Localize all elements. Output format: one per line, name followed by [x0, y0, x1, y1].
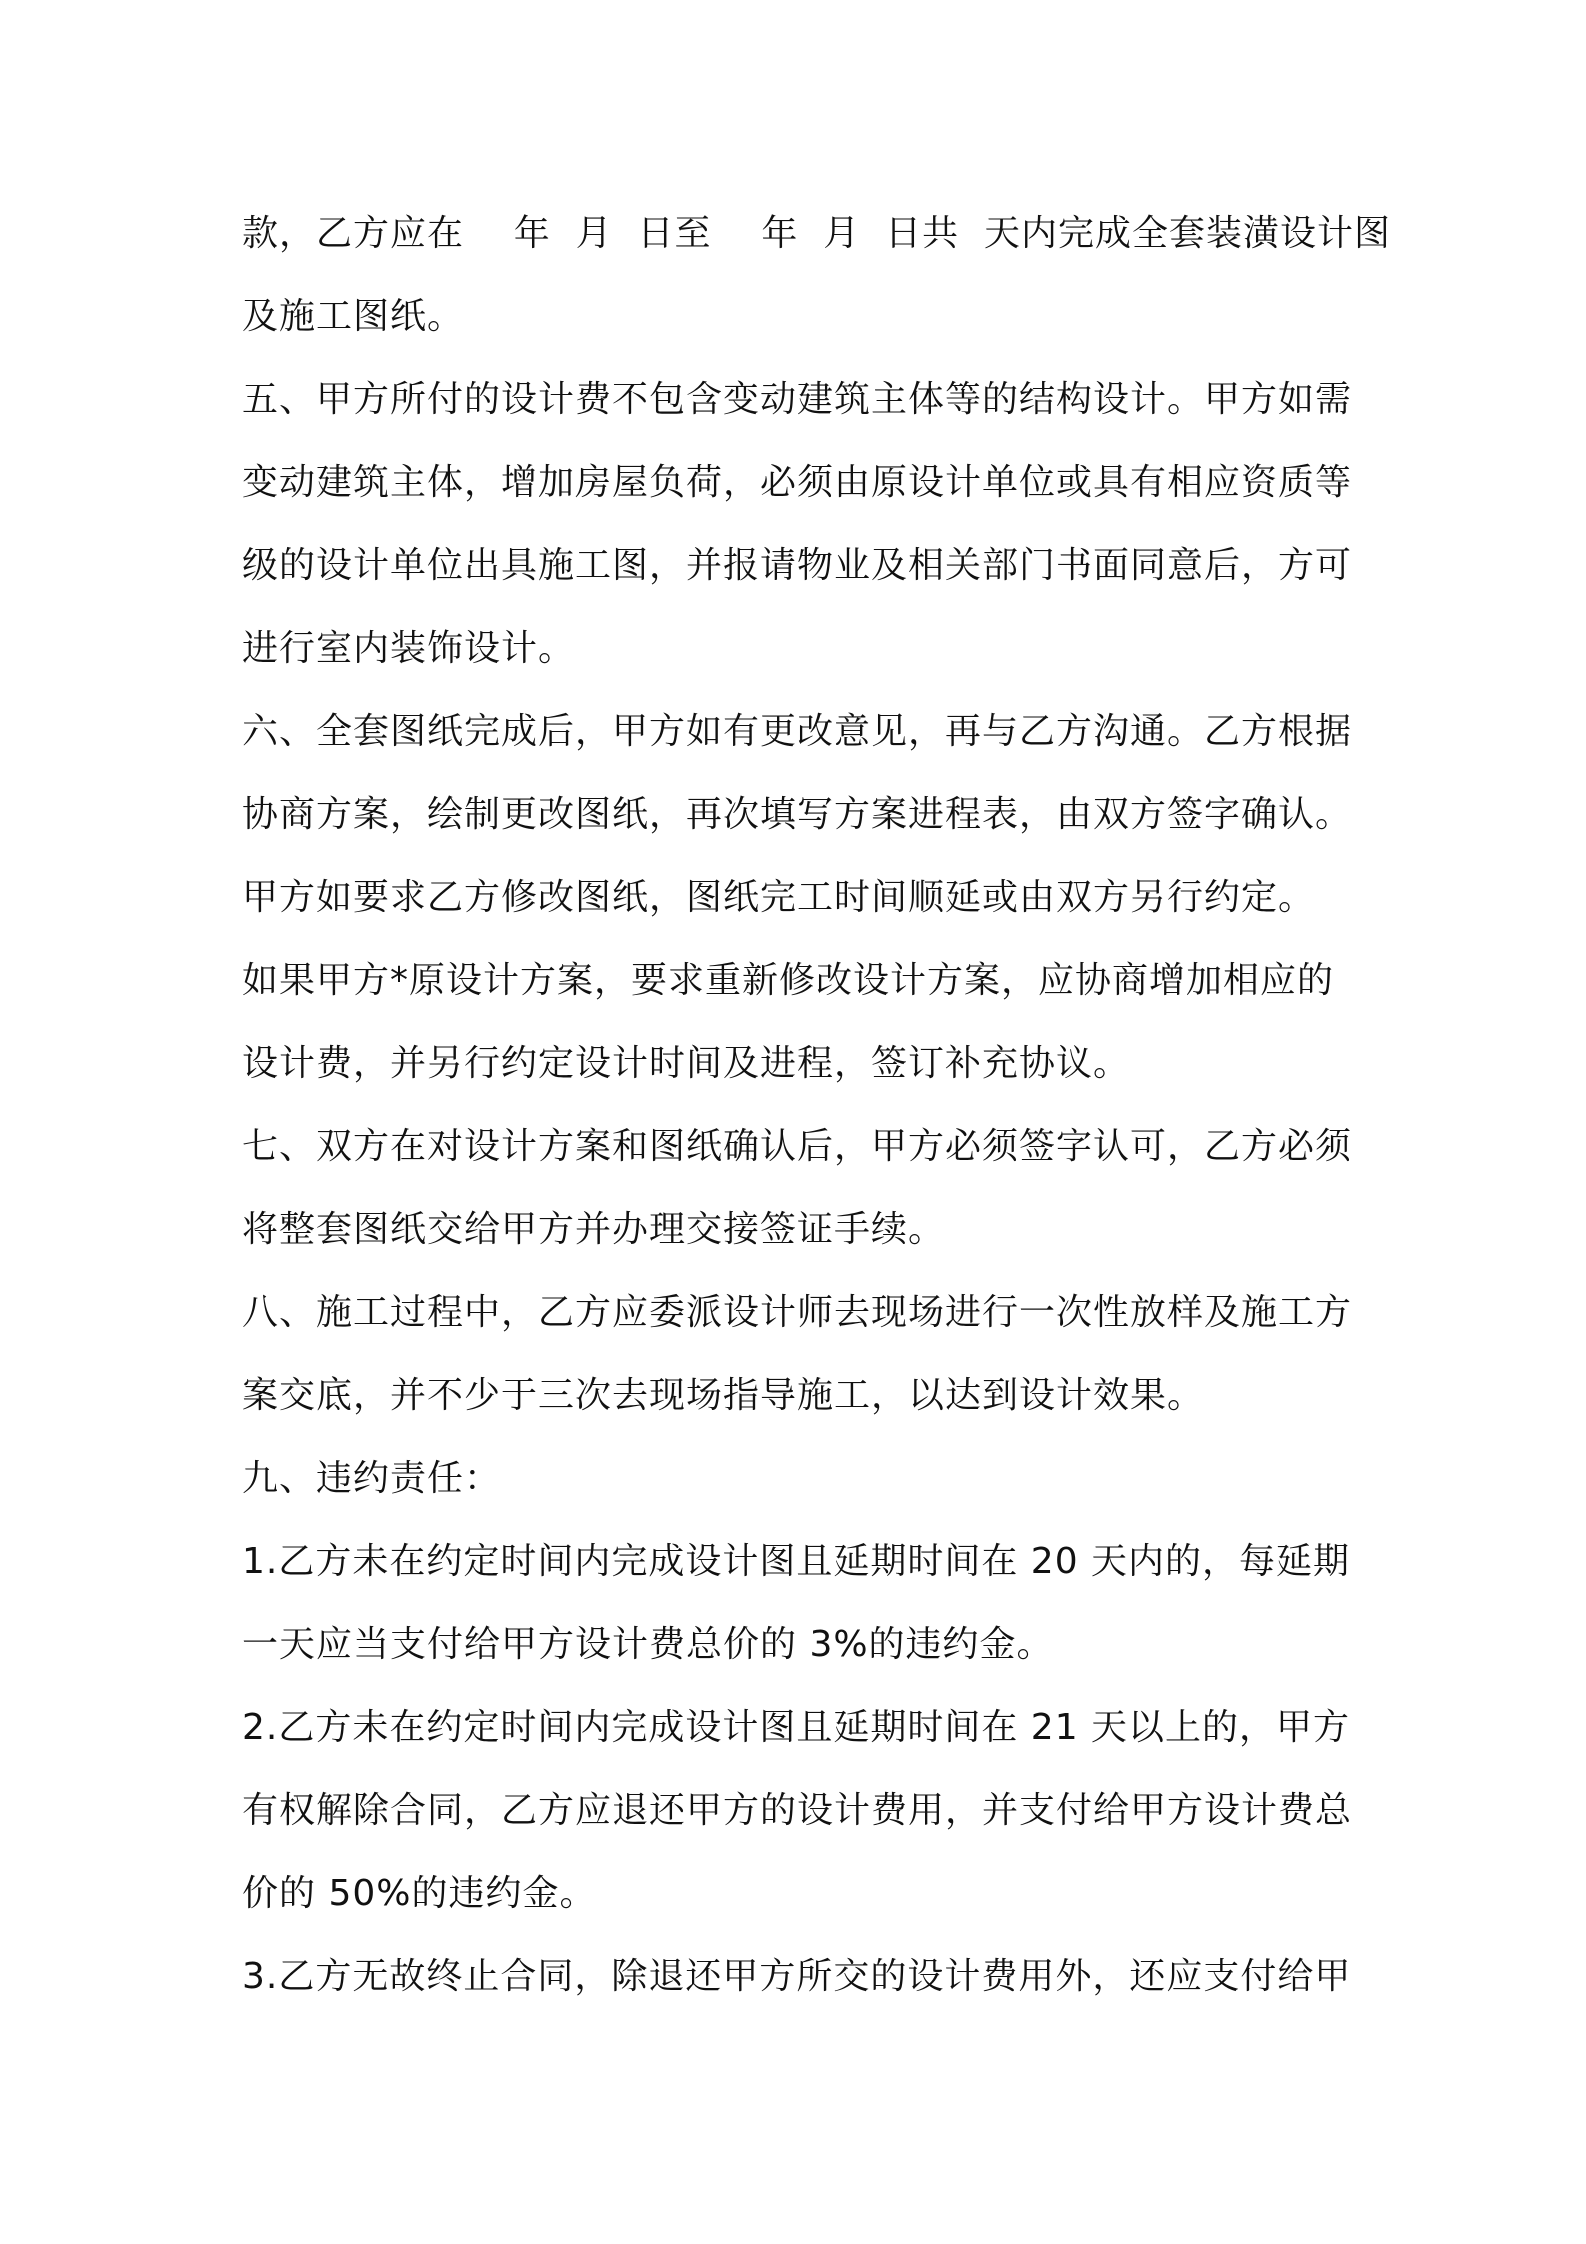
- text-line: 价的 50%的违约金。: [242, 1873, 597, 1914]
- text-line: 有权解除合同，乙方应退还甲方的设计费用，并支付给甲方设计费总: [242, 1790, 1353, 1831]
- text-line: 设计费，并另行约定设计时间及进程，签订补充协议。: [242, 1043, 1131, 1084]
- text-line: 进行室内装饰设计。: [242, 628, 576, 669]
- text-line: 六、全套图纸完成后，甲方如有更改意见，再与乙方沟通。乙方根据: [242, 711, 1353, 752]
- text-line: 将整套图纸交给甲方并办理交接签证手续。: [242, 1209, 946, 1250]
- document-body: [242, 192, 1391, 2018]
- text-line: 甲方如要求乙方修改图纸，图纸完工时间顺延或由双方另行约定。: [242, 877, 1316, 918]
- text-line: 九、违约责任：: [242, 1458, 502, 1499]
- text-line: 如果甲方*原设计方案，要求重新修改设计方案，应协商增加相应的: [242, 960, 1335, 1001]
- text-line: 2.乙方未在约定时间内完成设计图且延期时间在 21 天以上的，甲方: [242, 1707, 1351, 1748]
- text-line: 级的设计单位出具施工图，并报请物业及相关部门书面同意后，方可: [242, 545, 1353, 586]
- text-line: 款，乙方应在 年 月 日至 年 月 日共 天内完成全套装潢设计图: [242, 213, 1391, 254]
- text-line: 案交底，并不少于三次去现场指导施工，以达到设计效果。: [242, 1375, 1205, 1416]
- text-line: 3.乙方无故终止合同，除退还甲方所交的设计费用外，还应支付给甲: [242, 1956, 1352, 1997]
- text-line: 一天应当支付给甲方设计费总价的 3%的违约金。: [242, 1624, 1054, 1665]
- text-line: 协商方案，绘制更改图纸，再次填写方案进程表，由双方签字确认。: [242, 794, 1353, 835]
- text-line: 及施工图纸。: [242, 296, 465, 337]
- text-line: 五、甲方所付的设计费不包含变动建筑主体等的结构设计。甲方如需: [242, 379, 1353, 420]
- text-line: 1.乙方未在约定时间内完成设计图且延期时间在 20 天内的，每延期: [242, 1541, 1351, 1582]
- text-line: 变动建筑主体，增加房屋负荷，必须由原设计单位或具有相应资质等: [242, 462, 1353, 503]
- text-line: 八、施工过程中，乙方应委派设计师去现场进行一次性放样及施工方: [242, 1292, 1353, 1333]
- text-line: 七、双方在对设计方案和图纸确认后，甲方必须签字认可，乙方必须: [242, 1126, 1353, 1167]
